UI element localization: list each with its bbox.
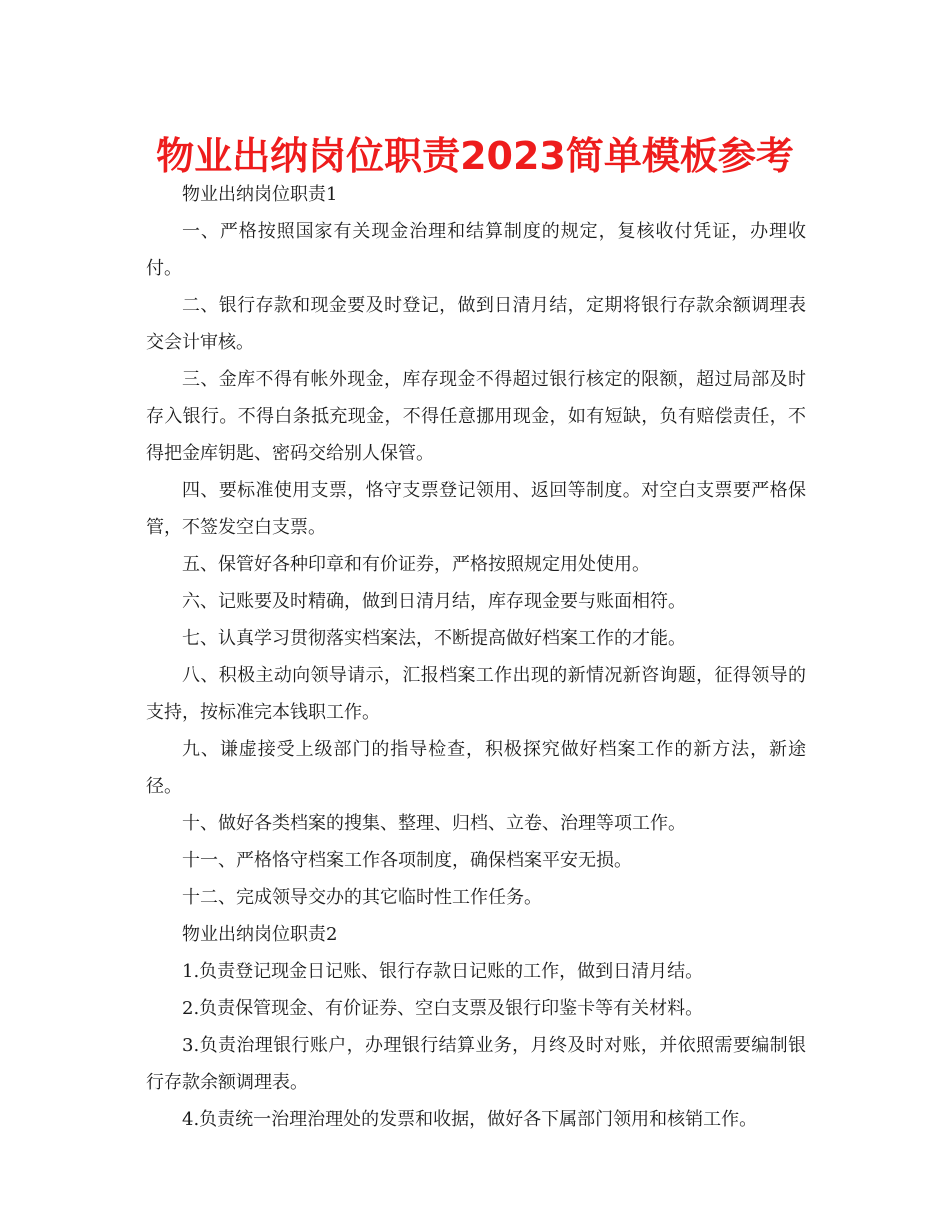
document-body [146,176,806,1138]
document-title: 物业出纳岗位职责2023简单模板参考 [156,134,794,178]
paragraph: 二、银行存款和现金要及时登记，做到日清月结，定期将银行存款余额调理表交会计审核。 [146,295,806,353]
paragraph: 六、记账要及时精确，做到日清月结，库存现金要与账面相符。 [182,591,686,612]
paragraph: 五、保管好各种印章和有价证券，严格按照规定用处使用。 [182,554,650,575]
paragraph: 七、认真学习贯彻落实档案法，不断提高做好档案工作的才能。 [182,628,686,649]
paragraph: 十一、严格恪守档案工作各项制度，确保档案平安无损。 [182,850,632,871]
paragraph: 4.负责统一治理治理处的发票和收据，做好各下属部门领用和核销工作。 [182,1109,758,1130]
paragraph: 十二、完成领导交办的其它临时性工作任务。 [182,887,542,908]
paragraph: 2.负责保管现金、有价证券、空白支票及银行印鉴卡等有关材料。 [182,998,704,1019]
paragraph: 八、积极主动向领导请示，汇报档案工作出现的新情况新咨询题，征得领导的支持，按标准完本钱职工作。 [146,665,806,723]
paragraph: 十、做好各类档案的搜集、整理、归档、立卷、治理等项工作。 [182,813,686,834]
paragraph: 四、要标准使用支票，恪守支票登记领用、返回等制度。对空白支票要严格保管，不签发空白支票。 [146,480,806,538]
paragraph: 一、严格按照国家有关现金治理和结算制度的规定，复核收付凭证，办理收付。 [146,221,806,279]
paragraph: 三、金库不得有帐外现金，库存现金不得超过银行核定的限额，超过局部及时存入银行。不得白条抵充现金，不得任意挪用现金，如有短缺，负有赔偿责任，不得把金库钥匙、密码交给别人保管。 [146,369,806,464]
section-heading-1: 物业出纳岗位职责1 [182,184,338,205]
paragraph: 1.负责登记现金日记账、银行存款日记账的工作，做到日清月结。 [182,961,704,982]
section-heading-2: 物业出纳岗位职责2 [182,924,338,945]
paragraph: 九、谦虚接受上级部门的指导检查，积极探究做好档案工作的新方法，新途径。 [146,739,806,797]
paragraph: 3.负责治理银行账户，办理银行结算业务，月终及时对账，并依照需要编制银行存款余额调理表。 [146,1035,806,1093]
